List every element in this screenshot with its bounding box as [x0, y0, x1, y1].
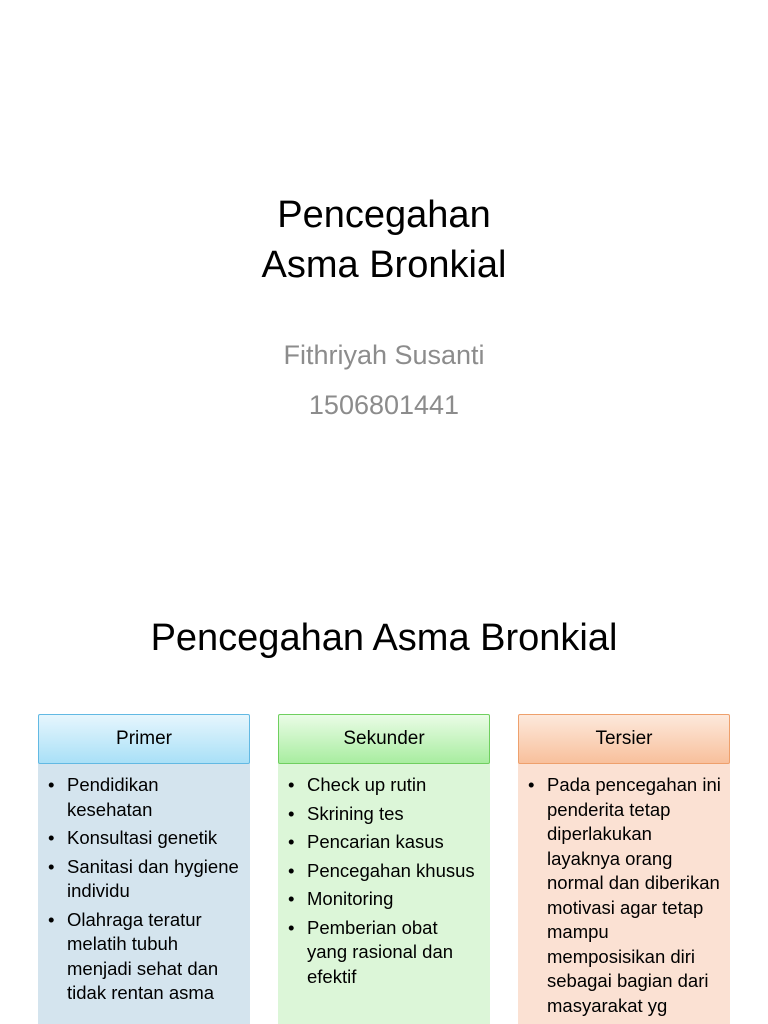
- list-item: • Skrining tes: [286, 802, 482, 827]
- list-item: • Pencarian kasus: [286, 830, 482, 855]
- list-item: • Monitoring: [286, 887, 482, 912]
- title-line-2: Asma Bronkial: [261, 244, 507, 286]
- list-item: • Pemberian obat yang rasional dan efektif: [286, 916, 482, 990]
- list-item: • Pencegahan khusus: [286, 859, 482, 884]
- title-line-1: Pencegahan: [277, 194, 491, 236]
- slide-title: Pencegahan Asma Bronkial: [150, 617, 618, 659]
- list-item: • Pendidikan kesehatan: [46, 773, 242, 822]
- sekunder-header: Sekunder: [278, 714, 490, 764]
- presentation-title: [0, 190, 768, 290]
- primer-column: [38, 714, 250, 1024]
- content-slide: [0, 576, 768, 1024]
- tersier-body: [518, 762, 730, 1024]
- tersier-list: [526, 773, 722, 1018]
- primer-list: [46, 773, 242, 1006]
- primer-header: Primer: [38, 714, 250, 764]
- list-item: • Sanitasi dan hygiene individu: [46, 855, 242, 904]
- author-name: Fithriyah Susanti: [283, 340, 485, 370]
- list-item: • Olahraga teratur melatih tubuh menjadi sehat dan tidak rentan asma: [46, 908, 242, 1006]
- sekunder-body: [278, 762, 490, 1024]
- list-item: • Pada pencegahan ini penderita tetap diperlakukan layaknya orang normal dan diberikan motivasi agar tetap mampu memposisikan diri sebagai bagian dari masyarakat yg: [526, 773, 722, 1018]
- primer-body: [38, 762, 250, 1024]
- sekunder-list: [286, 773, 482, 989]
- student-id: 1506801441: [308, 390, 460, 420]
- tersier-header: Tersier: [518, 714, 730, 764]
- sekunder-column: [278, 714, 490, 1024]
- tersier-column: [518, 714, 730, 1024]
- list-item: • Konsultasi genetik: [46, 826, 242, 851]
- list-item: • Check up rutin: [286, 773, 482, 798]
- presentation-subtitle: [0, 330, 768, 430]
